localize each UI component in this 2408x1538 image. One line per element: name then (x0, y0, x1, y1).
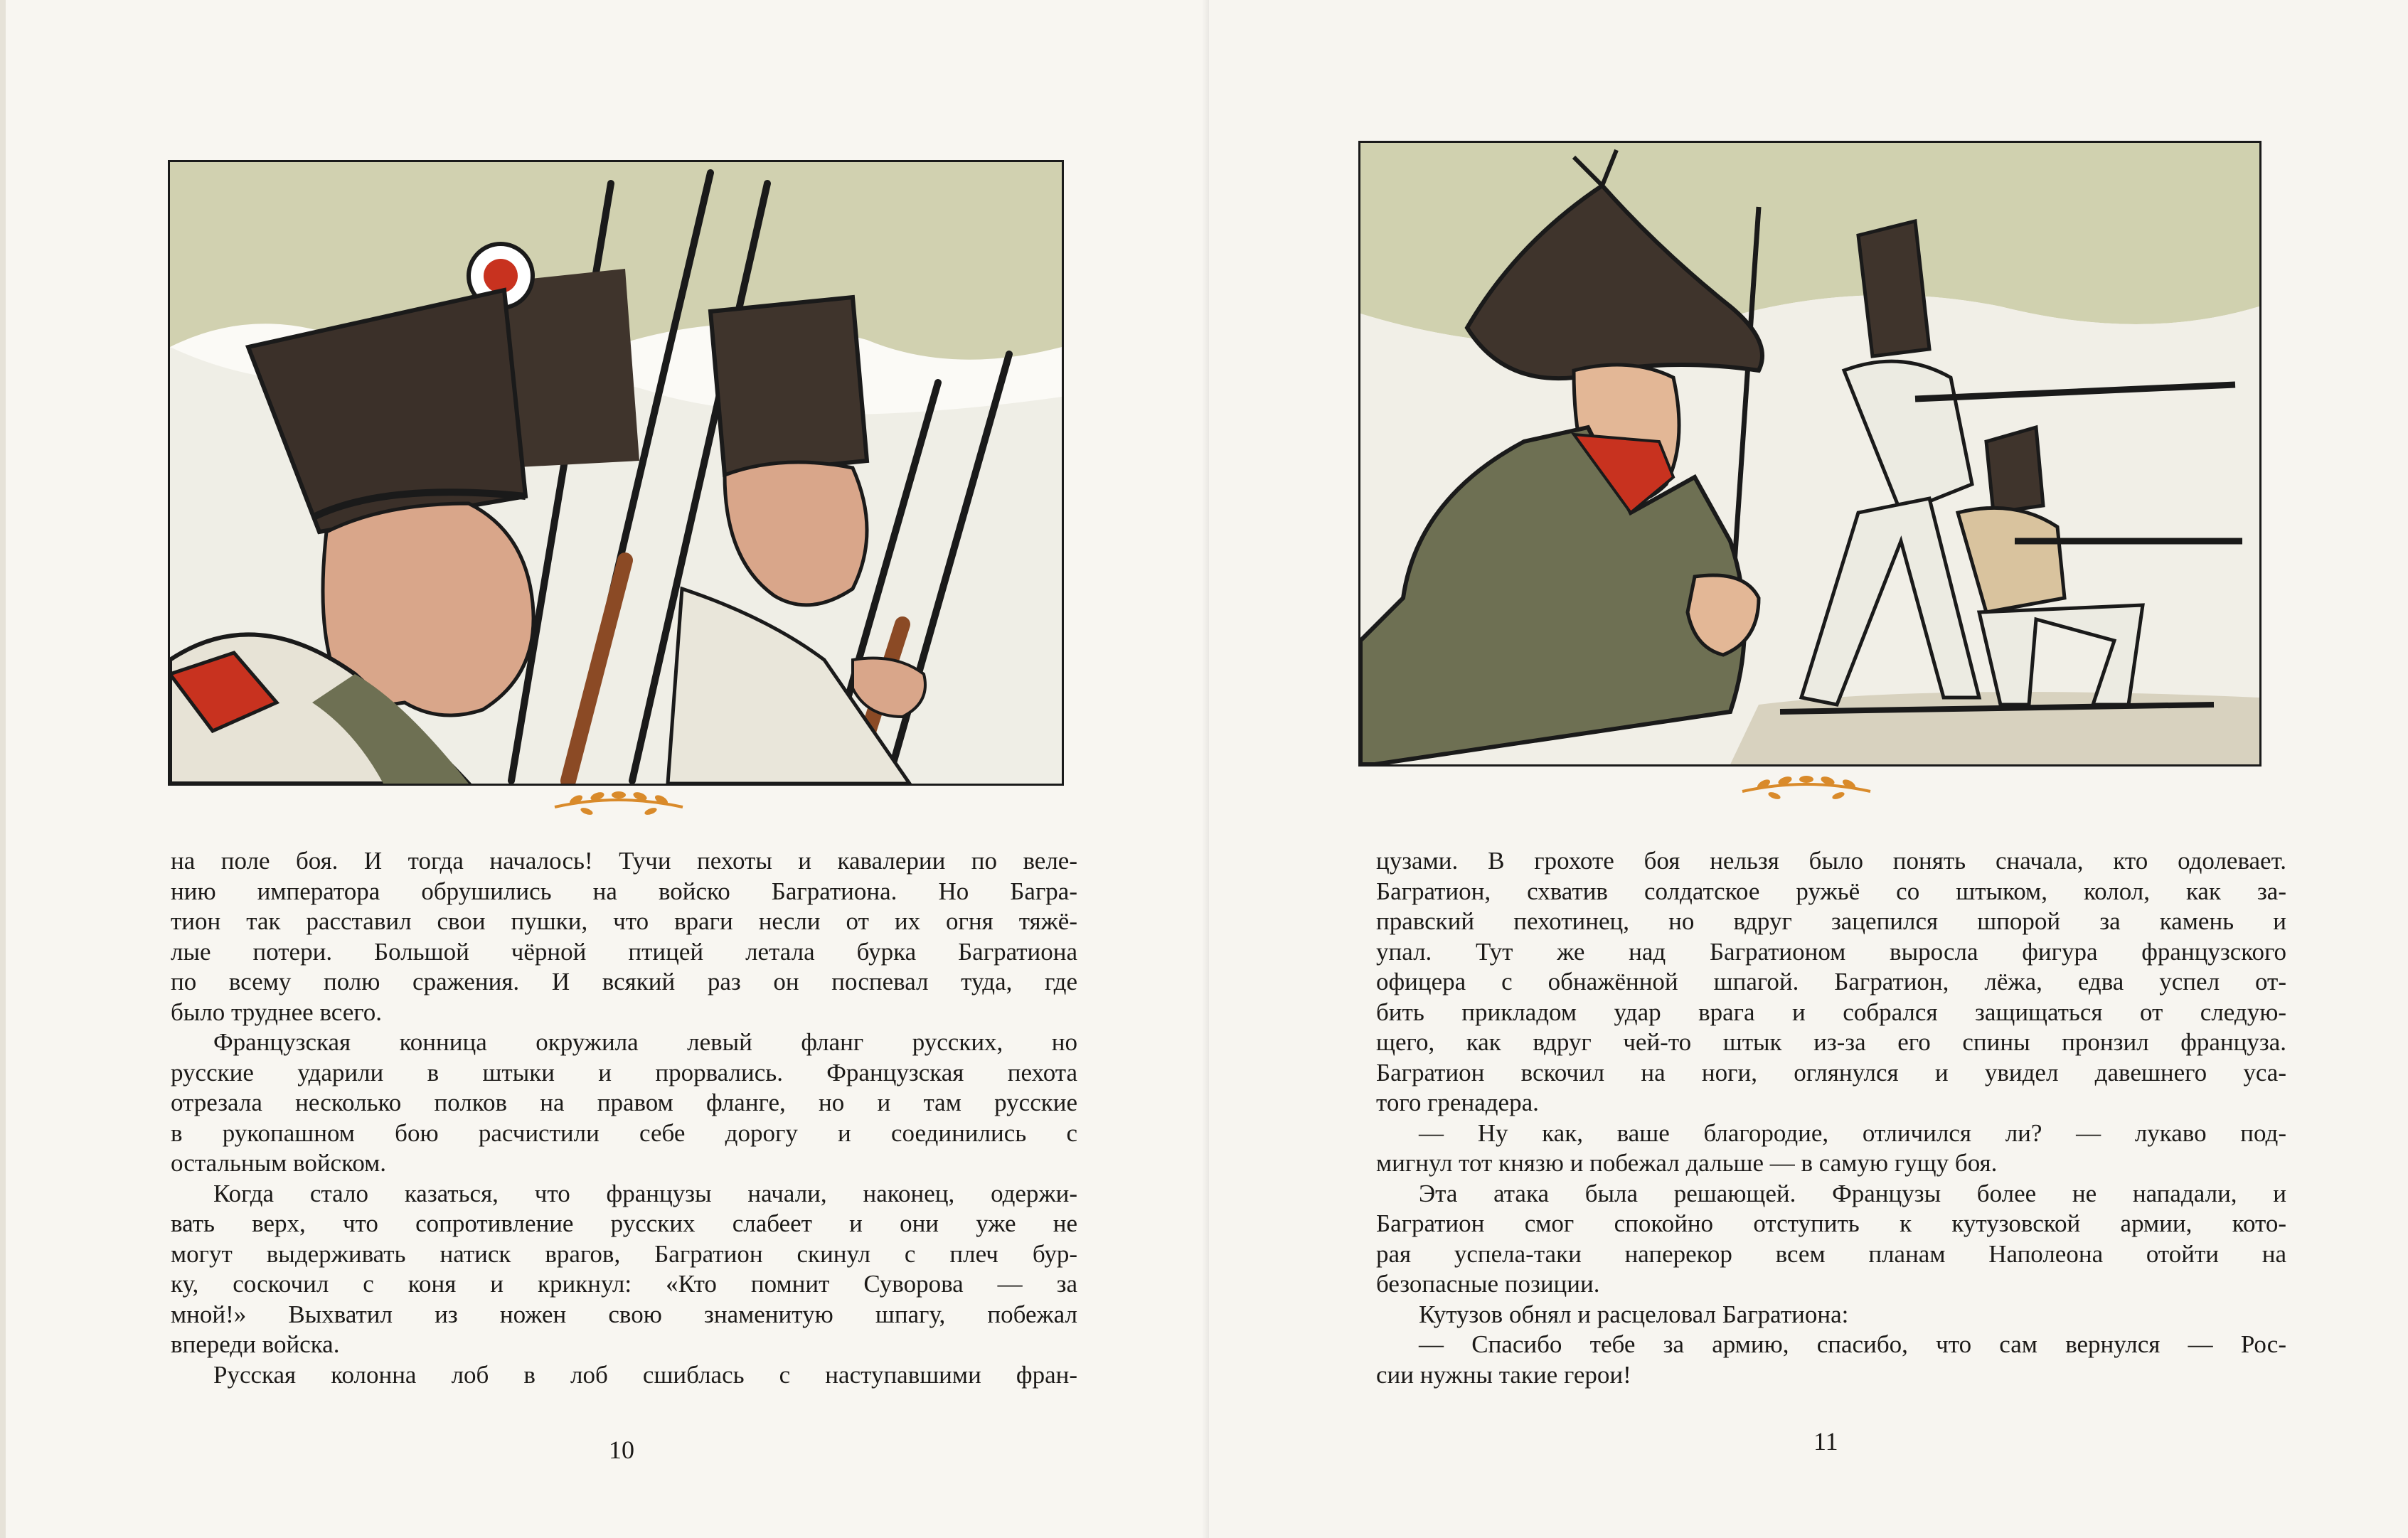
text-line: Багратион смог спокойно отступить к кутузовской армии, кото- (1376, 1209, 2286, 1237)
text-line: Когда стало казаться, что французы начали, наконец, одержи- (213, 1179, 1077, 1207)
text-line: — Спасибо тебе за армию, спасибо, что сам вернулся — Рос- (1419, 1330, 2286, 1358)
illustration-bagration-attack (1358, 141, 2262, 767)
text-line: отрезала несколько полков на правом фланге, но и там русские (171, 1089, 1077, 1116)
text-line: остальным войском. (171, 1149, 387, 1177)
left-page-text (171, 846, 1077, 1390)
right-page (1209, 0, 2408, 1538)
right-page-text (1376, 846, 2286, 1390)
text-line: бить прикладом удар врага и собрался защищаться от следую- (1376, 998, 2286, 1026)
text-line: Французская конница окружила левый фланг русских, но (213, 1028, 1077, 1056)
text-line: нию императора обрушились на войско Багратиона. Но Багра- (171, 877, 1077, 905)
text-line: в рукопашном бою расчистили себе дорогу и соединились с (171, 1118, 1077, 1147)
text-line: того гренадера. (1376, 1089, 1539, 1116)
text-line: русские ударили в штыки и прорвались. Французская пехота (171, 1058, 1077, 1086)
text-line: — Ну как, ваше благородие, отличился ли? — лукаво под- (1419, 1118, 2286, 1147)
text-line: мигнул тот князю и побежал дальше — в самую гущу боя. (1376, 1149, 1998, 1177)
text-line: впереди войска. (171, 1330, 340, 1358)
text-line: тион так расставил свои пушки, что враги несли от их огня тяжё- (171, 907, 1077, 935)
text-line: могут выдерживать натиск врагов, Багратион скинул с плеч бур- (171, 1239, 1077, 1268)
illustration-grenadiers-march (168, 160, 1064, 786)
text-line: правский пехотинец, но вдруг зацепился шпорой за камень и (1376, 907, 2286, 935)
text-line: щего, как вдруг чей-то штык из-за его спины пронзил француза. (1376, 1028, 2286, 1056)
page-number: 10 (609, 1436, 634, 1464)
text-line: Багратион вскочил на ноги, оглянулся и увидел давешнего уса- (1376, 1058, 2286, 1086)
text-line: мной!» Выхватил из ножен свою знаменитую шпагу, побежал (171, 1300, 1077, 1328)
text-line: Эта атака была решающей. Французы более не нападали, и (1419, 1179, 2286, 1207)
text-line: ку, соскочил с коня и крикнул: «Кто помнит Суворова — за (171, 1270, 1077, 1298)
laurel-ornament-icon (1735, 770, 1877, 806)
text-line: Багратион, схватив солдатское ружьё со штыком, колол, как за- (1376, 877, 2286, 905)
laurel-ornament-icon (548, 786, 690, 821)
text-line: на поле боя. И тогда началось! Тучи пехоты и кавалерии по веле- (171, 847, 1077, 875)
text-line: безопасные позиции. (1376, 1270, 1600, 1298)
text-line: по всему полю сражения. И всякий раз он поспевал туда, где (171, 968, 1077, 995)
page-edge (0, 0, 6, 1538)
text-line: рая успела-таки наперекор всем планам Наполеона отойти на (1376, 1239, 2286, 1268)
text-line: было труднее всего. (171, 998, 383, 1026)
text-line: цузами. В грохоте боя нельзя было понять сначала, кто одолевает. (1376, 847, 2286, 875)
text-line: упал. Тут же над Багратионом выросла фигура французского (1376, 937, 2286, 966)
text-line: сии нужны такие герои! (1376, 1360, 1631, 1389)
page-number: 11 (1813, 1427, 1838, 1456)
text-line: вать верх, что сопротивление русских слабеет и они уже не (171, 1209, 1077, 1237)
text-line: Русская колонна лоб в лоб сшиблась с наступавшими фран- (213, 1360, 1077, 1389)
text-line: лые потери. Большой чёрной птицей летала бурка Багратиона (171, 937, 1077, 966)
text-line: офицера с обнажённой шпагой. Багратион, лёжа, едва успел от- (1376, 968, 2286, 995)
text-line: Кутузов обнял и расцеловал Багратиона: (1419, 1300, 1849, 1328)
